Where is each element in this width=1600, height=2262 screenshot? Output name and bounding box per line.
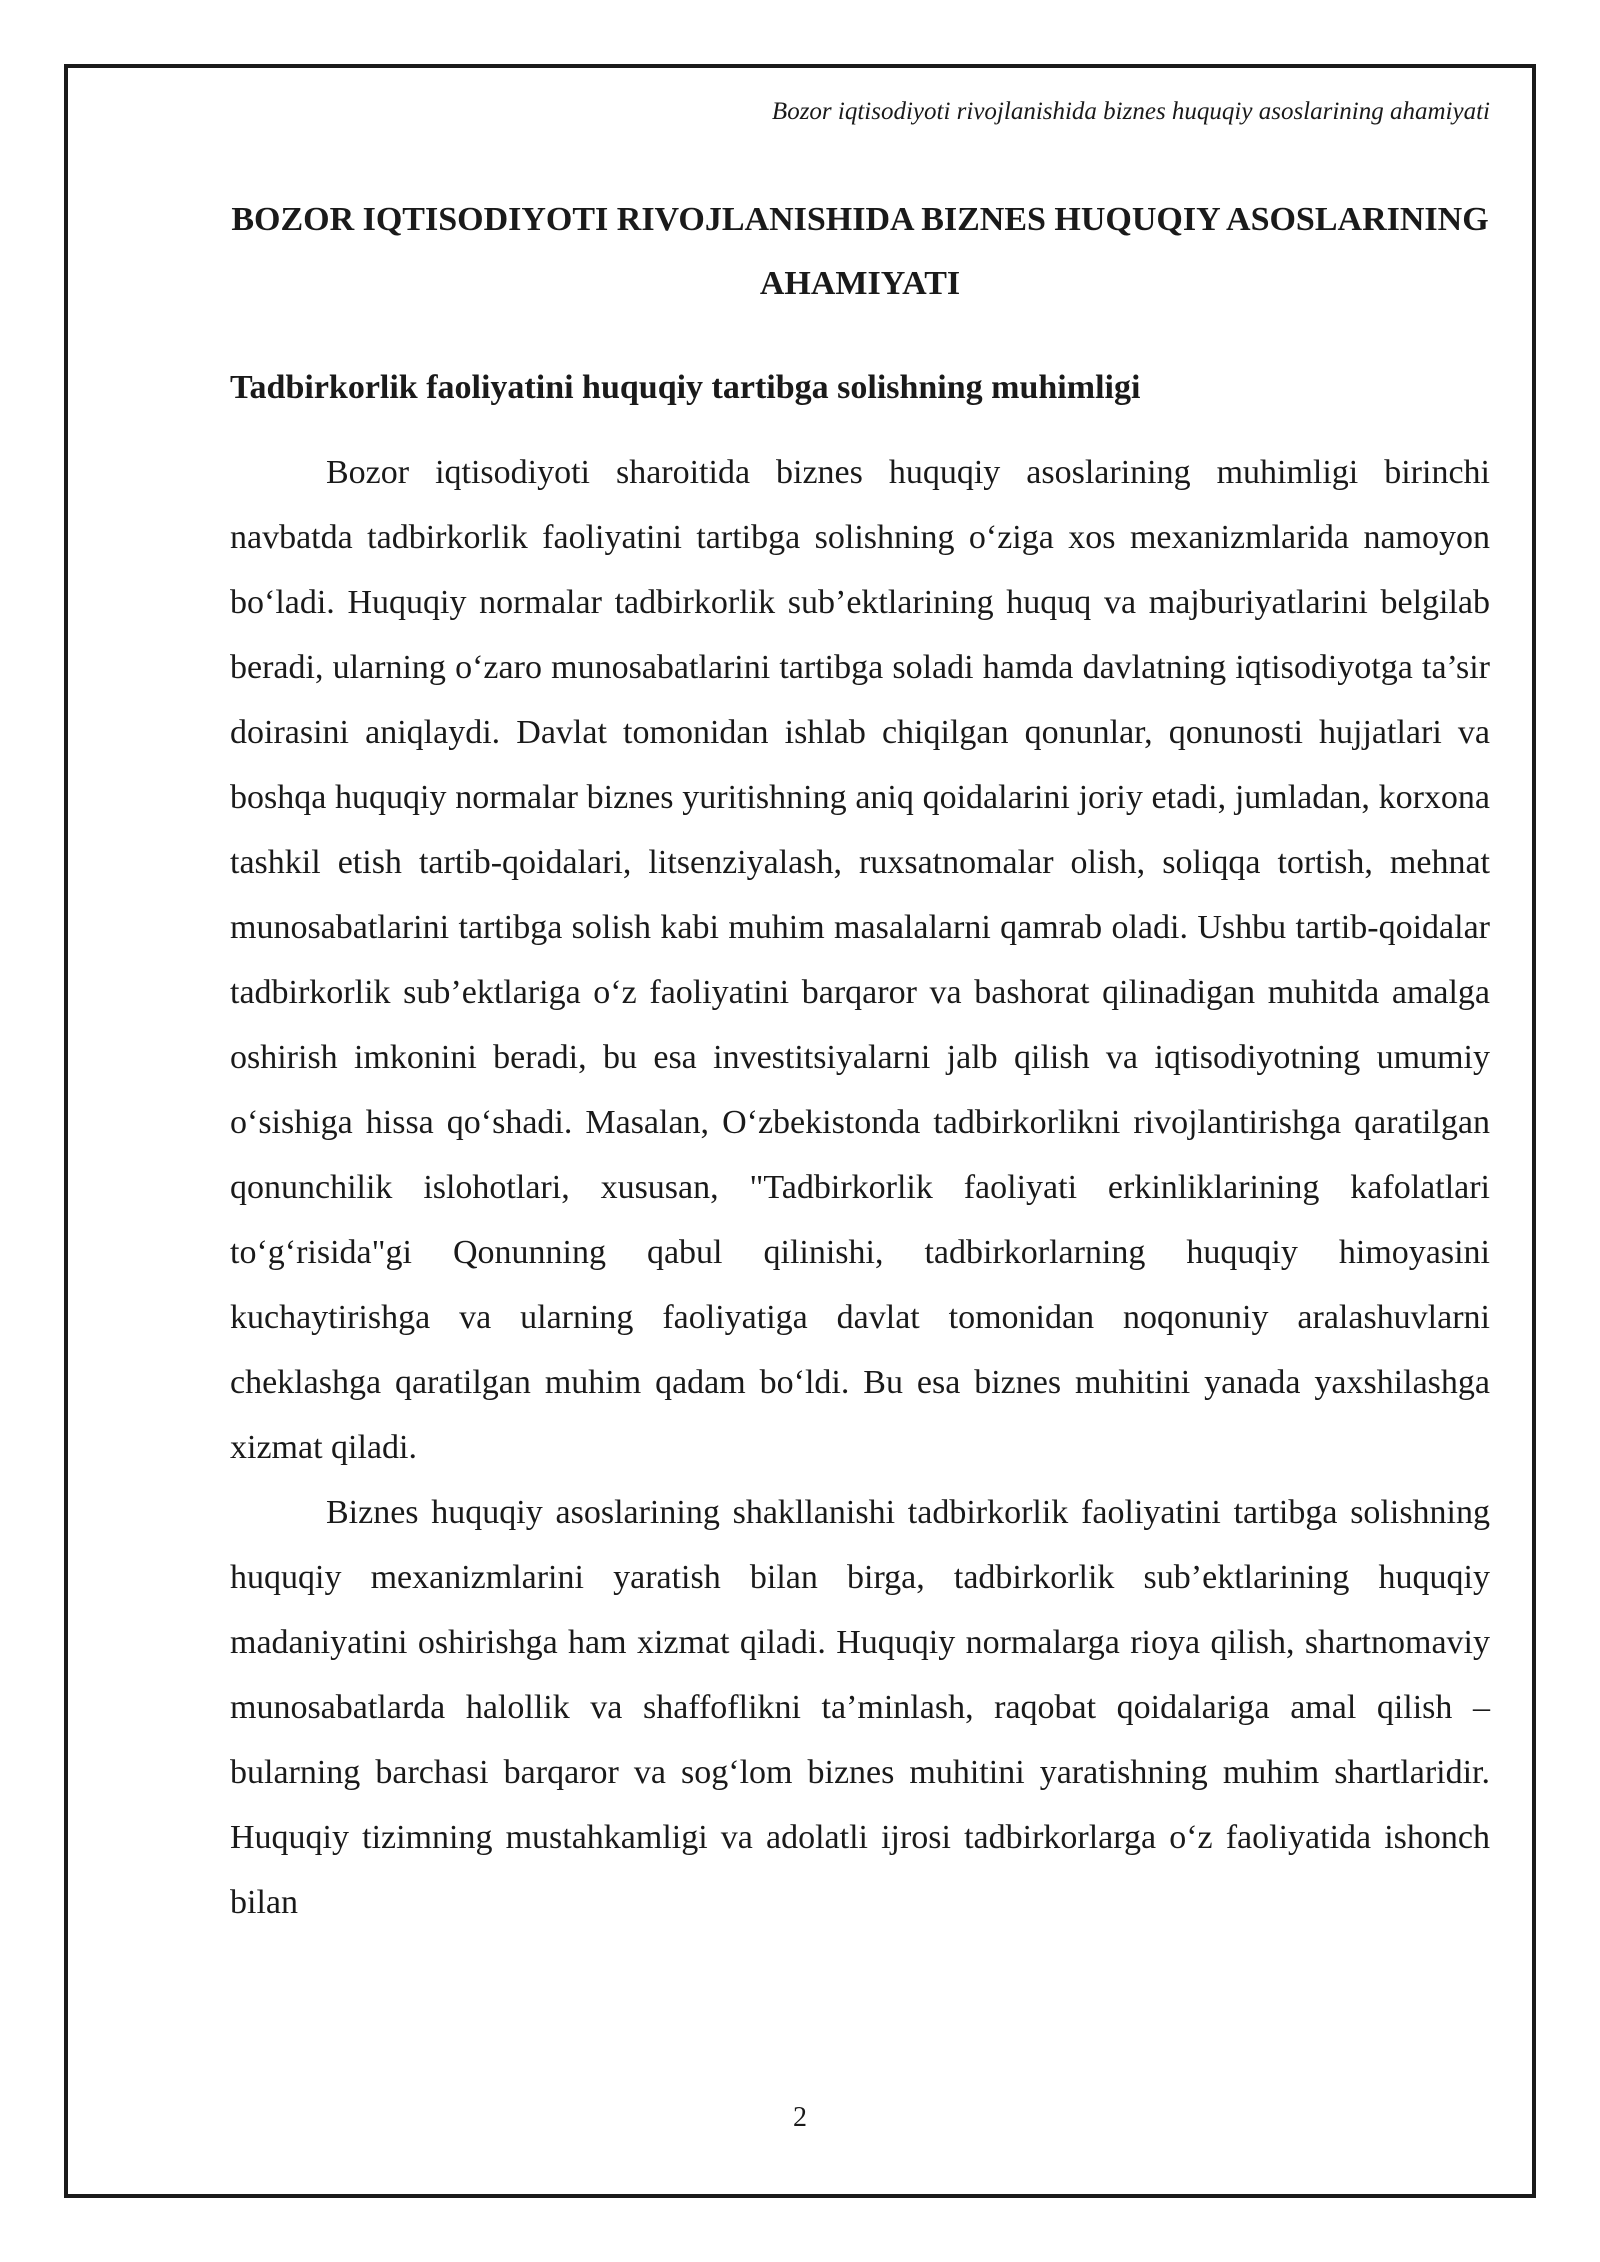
document-title: BOZOR IQTISODIYOTI RIVOJLANISHIDA BIZNES HUQUQIY ASOSLARINING AHAMIYATI (231, 201, 1489, 302)
body-text (230, 440, 1490, 1935)
paragraph: Bozor iqtisodiyoti sharoitida biznes huquqiy asoslarining muhimligi birinchi navbatda tadbirkorlik faoliyatini tartibga solishning o‘ziga xos mexanizmlarida namoyon bo‘ladi. Huquqiy normalar tadbirkorlik sub’ektlarining huquq va majburiyatlarini belgilab beradi, ularning o‘zaro munosabatlarini tartibga soladi hamda davlatning iqtisodiyotga ta’sir doirasini aniqlaydi. Davlat tomonidan ishlab chiqilgan qonunlar, qonunosti hujjatlari va boshqa huquqiy normalar biznes yuritishning aniq qoidalarini joriy etadi, jumladan, korxona tashkil etish tartib-qoidalari, litsenziyalash, ruxsatnomalar olish, soliqqa tortish, mehnat munosabatlarini tartibga solish kabi muhim masalalarni qamrab oladi. Ushbu tartib-qoidalar tadbirkorlik sub’ektlariga o‘z faoliyatini barqaror va bashorat qilinadigan muhitda amalga oshirish imkonini beradi, bu esa investitsiyalarni jalb qilish va iqtisodiyotning umumiy o‘sishiga hissa qo‘shadi. Masalan, O‘zbekistonda tadbirkorlikni rivojlantirishga qaratilgan qonunchilik islohotlari, xususan, "Tadbirkorlik faoliyati erkinliklarining kafolatlari to‘g‘risida"gi Qonunning qabul qilinishi, tadbirkorlarning huquqiy himoyasini kuchaytirishga va ularning faoliyatiga davlat tomonidan noqonuniy aralashuvlarni cheklashga qaratilgan muhim qadam bo‘ldi. Bu esa biznes muhitini yanada yaxshilashga xizmat qiladi. (230, 454, 1490, 1466)
page-number: 2 (793, 2102, 807, 2133)
paragraph: Biznes huquqiy asoslarining shakllanishi tadbirkorlik faoliyatini tartibga solishning huquqiy mexanizmlarini yaratish bilan birga, tadbirkorlik sub’ektlarining huquqiy madaniyatini oshirishga ham xizmat qiladi. Huquqiy normalarga rioya qilish, shartnomaviy munosabatlarda halollik va shaffoflikni ta’minlash, raqobat qoidalariga amal qilish – bularning barchasi barqaror va sog‘lom biznes muhitini yaratishning muhim shartlaridir. Huquqiy tizimning mustahkamligi va adolatli ijrosi tadbirkorlarga o‘z faoliyatida ishonch bilan (230, 1494, 1490, 1921)
section-heading: Tadbirkorlik faoliyatini huquqiy tartibga solishning muhimligi (230, 369, 1141, 406)
running-header: Bozor iqtisodiyoti rivojlanishida biznes huquqiy asoslarining ahamiyati (771, 98, 1490, 125)
